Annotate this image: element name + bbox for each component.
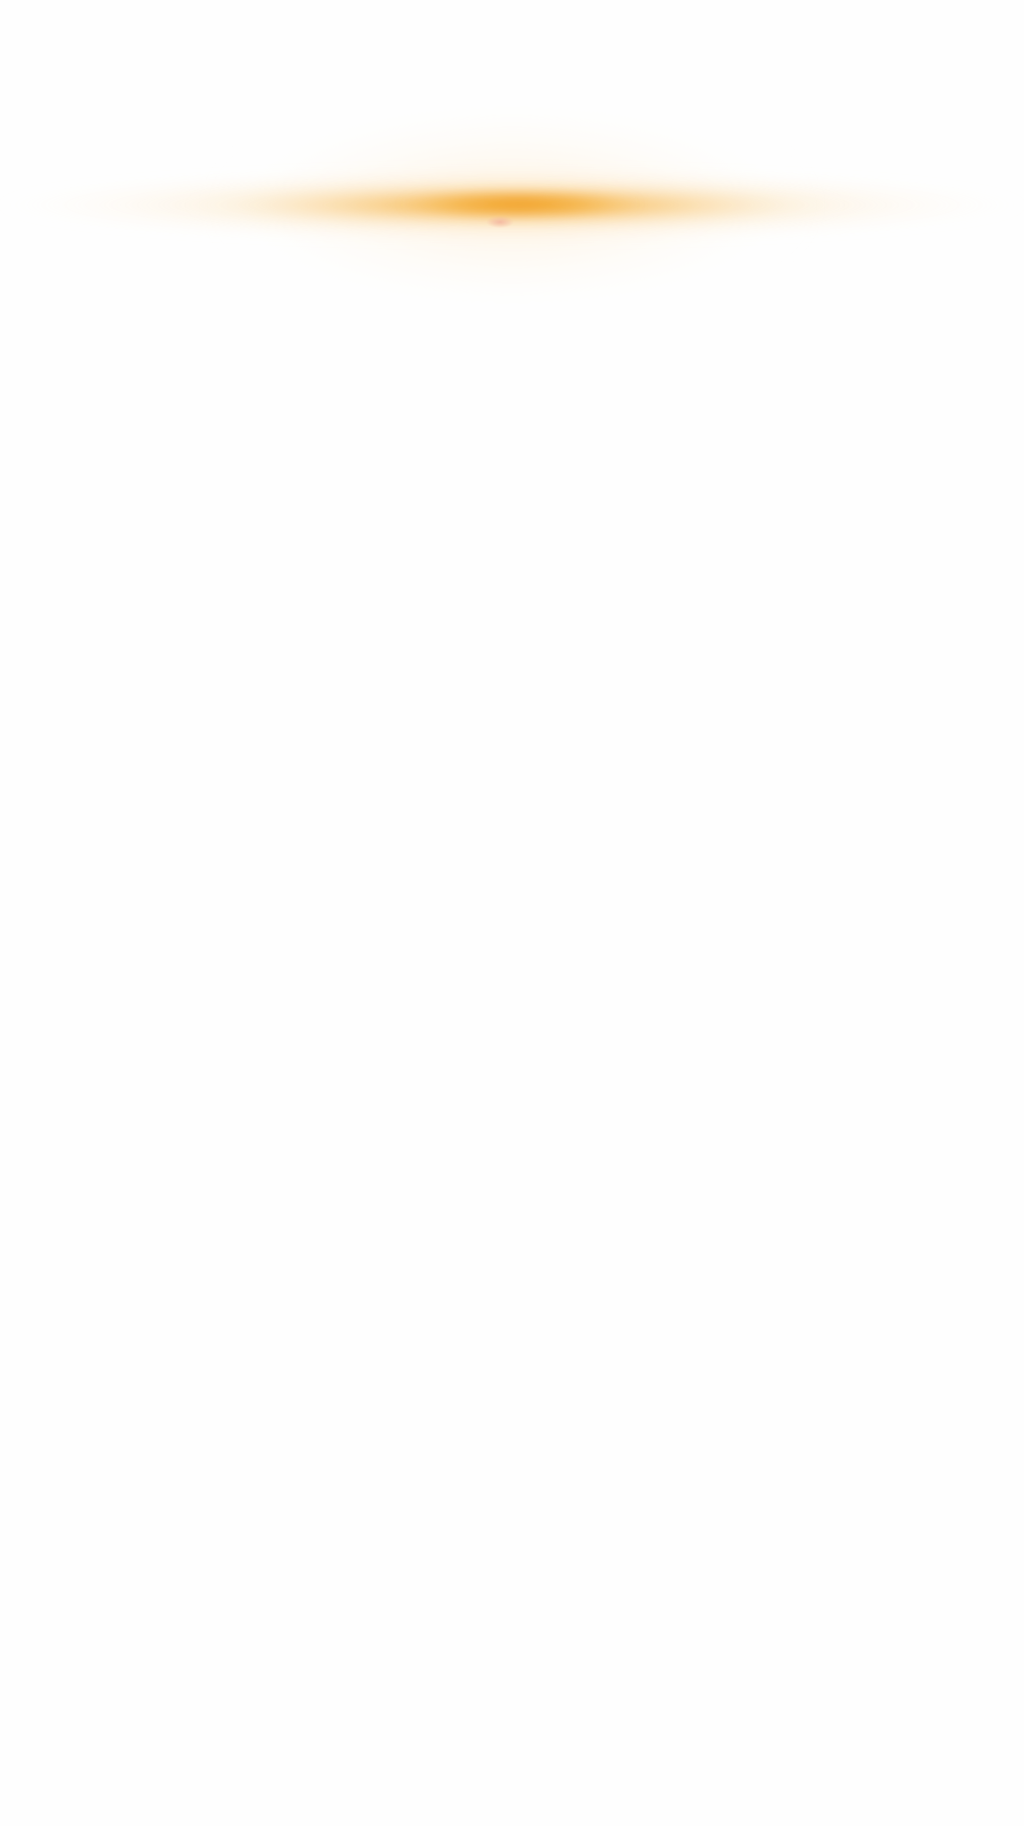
flare-core xyxy=(400,192,640,216)
lens-flare-glow-icon xyxy=(0,0,1024,420)
flare-sparkle xyxy=(486,216,514,228)
